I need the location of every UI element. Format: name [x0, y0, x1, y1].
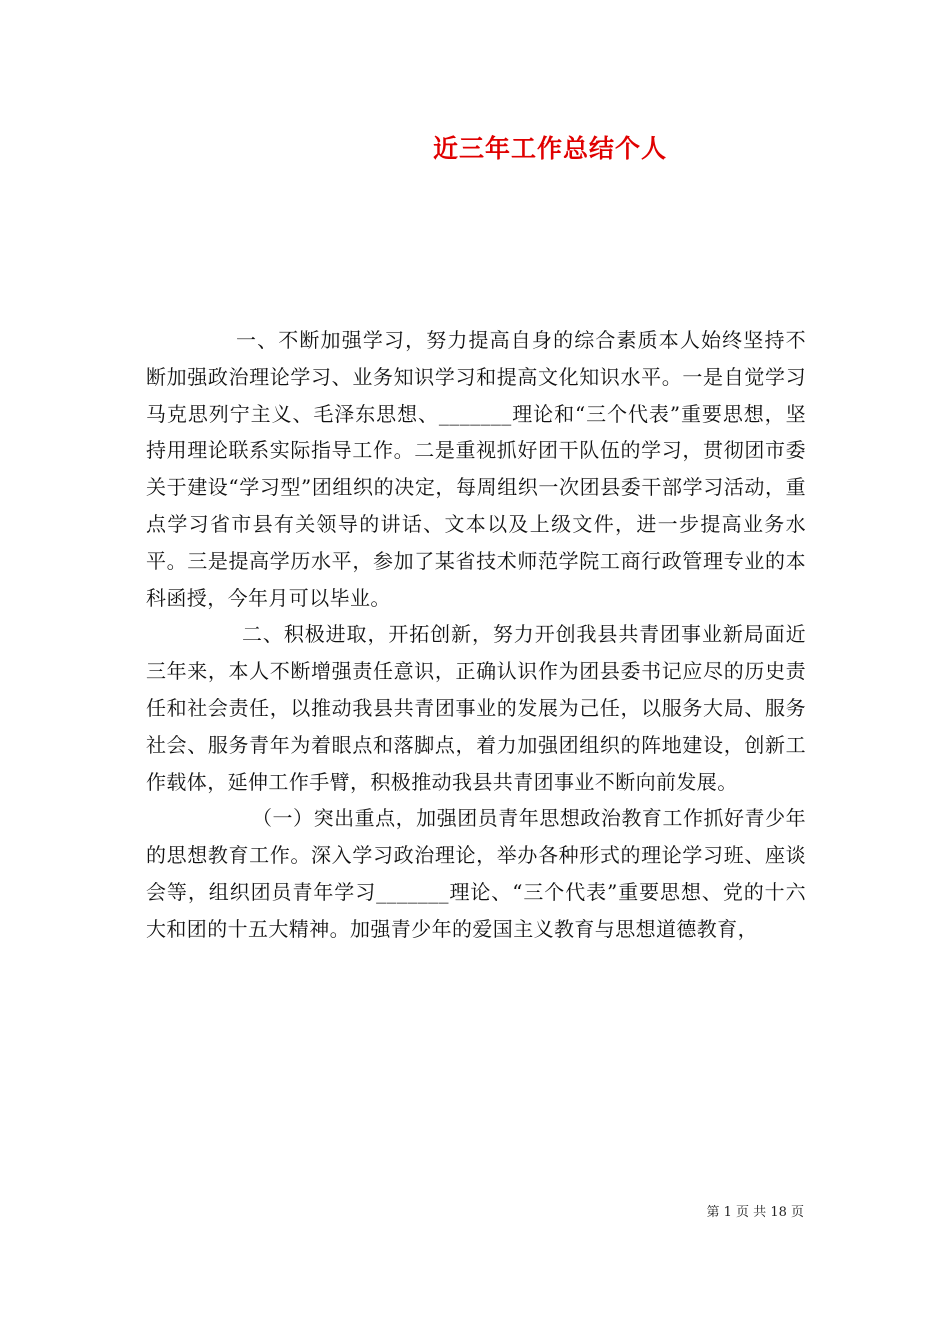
paragraph-study: 一、不断加强学习，努力提高自身的综合素质本人始终坚持不断加强政治理论学习、业务知识学习和提高文化知识水平。一是自觉学习马克思列宁主义、毛泽东思想、_______理论和“三个代表”重要思想，坚持用理论联系实际指导工作。二是重视抓好团干队伍的学习，贯彻团市委关于建设“学习型”团组织的决定，每周组织一次团县委干部学习活动，重点学习省市县有关领导的讲话、文本以及上级文件，进一步提高业务水平。三是提高学历水平，参加了某省技术师范学院工商行政管理专业的本科函授，今年月可以毕业。	[146, 328, 806, 610]
page-number: 第 1 页 共 18 页	[706, 1205, 804, 1220]
paragraph-education: （一）突出重点，加强团员青年思想政治教育工作抓好青少年的思想教育工作。深入学习政治理论，举办各种形式的理论学习班、座谈会等，组织团员青年学习_______理论、“三个代表”重要思想、党的十六大和团的十五大精神。加强青少年的爱国主义教育与思想道德教育，	[146, 806, 806, 941]
paragraph-innovation: 二、积极进取，开拓创新，努力开创我县共青团事业新局面近三年来，本人不断增强责任意识，正确认识作为团县委书记应尽的历史责任和社会责任，以推动我县共青团事业的发展为己任，以服务大局、服务社会、服务青年为着眼点和落脚点，着力加强团组织的阵地建设，创新工作载体，延伸工作手臂，积极推动我县共青团事业不断向前发展。	[146, 622, 806, 794]
document-title: 近三年工作总结个人	[432, 134, 667, 163]
document-body	[146, 322, 806, 948]
